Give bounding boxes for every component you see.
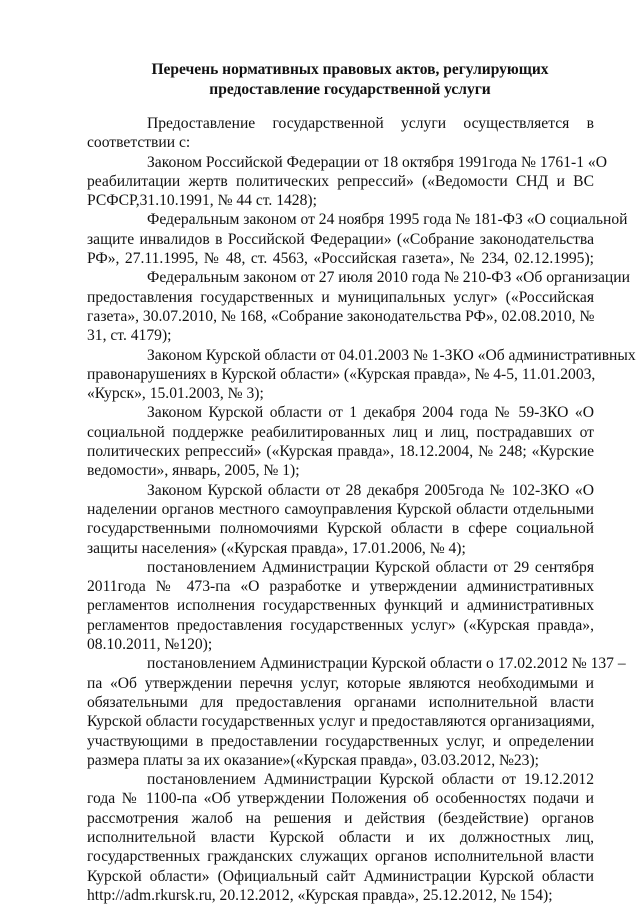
text-line: Законом Курской области от 28 декабря 2005года № 102-ЗКО «О (147, 481, 594, 499)
text-line: Курской области государственных услуг и предоставляются организациями, (87, 713, 595, 731)
text-line: Законом Российской Федерации от 18 октября 1991года № 1761-1 «О (147, 153, 607, 171)
text-line: правонарушениях в Курской области» («Курская правда», № 4-5, 11.01.2003, (87, 365, 596, 383)
text-line: постановлением Администрации Курской области о 17.02.2012 № 137 – (147, 655, 626, 673)
text-line: государственными полномочиями Курской области в сфере социальной (87, 520, 594, 538)
text-line: Курской области» (Официальный сайт Администрации Курской области (87, 867, 594, 885)
text-line: http://adm.rkursk.ru, 20.12.2012, «Курская правда», 25.12.2012, № 154); (87, 886, 553, 904)
document-title (100, 60, 600, 100)
text-line: ведомости», январь, 2005, № 1); (87, 462, 300, 480)
text-line: Законом Курской области от 04.01.2003 № 1-ЗКО «Об административных (147, 346, 636, 364)
text-line: 08.10.2011, №120); (87, 636, 213, 654)
text-line: 2011года № 473-па «О разработке и утверждении административных (87, 578, 594, 596)
text-line: Федеральным законом от 24 ноября 1995 года № 181-ФЗ «О социальной (147, 211, 628, 229)
text-line: года № 1100-па «Об утверждении Положения об особенностях подачи и (87, 790, 594, 808)
text-line: обязательными для предоставления органами исполнительной власти (87, 693, 594, 711)
text-line: реабилитации жертв политических репрессий» («Ведомости СНД и ВС (87, 172, 594, 190)
text-line: политических репрессий» («Курская правда», 18.12.2004, № 248; «Курские (87, 443, 594, 461)
text-line: па «Об утверждении перечня услуг, которые являются необходимыми и (87, 674, 594, 692)
text-line: размера платы за их оказание»(«Курская правда», 03.03.2012, №23); (87, 751, 539, 769)
text-line: исполнительной власти Курской области и их должностных лиц, (87, 828, 594, 846)
text-line: наделении органов местного самоуправления Курской области отдельными (87, 500, 594, 518)
text-line: РСФСР,31.10.1991, № 44 ст. 1428); (87, 192, 317, 210)
text-line: «Курск», 15.01.2003, № 3); (87, 385, 264, 403)
title-line-1: Перечень нормативных правовых актов, регулирующих (151, 61, 549, 78)
text-line: регламентов предоставления государственных услуг» («Курская правда», (87, 616, 594, 634)
text-line: соответствии с: (87, 134, 191, 152)
text-line: постановлением Администрации Курской области от 29 сентября (147, 558, 594, 576)
text-line: газета», 30.07.2010, № 168, «Собрание законодательства РФ», 02.08.2010, № (87, 307, 595, 325)
text-line: социальной поддержке реабилитированных лиц и лиц, пострадавших от (87, 423, 594, 441)
text-line: участвующими в предоставлении государственных услуг, и определении (87, 732, 594, 750)
text-line: защите инвалидов в Российской Федерации» («Собрание законодательства (87, 230, 594, 248)
text-line: Федеральным законом от 27 июля 2010 года № 210-ФЗ «Об организации (147, 269, 630, 287)
text-line: предоставления государственных и муниципальных услуг» («Российская (87, 288, 594, 306)
document-body (87, 114, 636, 905)
text-line: 31, ст. 4179); (87, 327, 172, 345)
text-line: постановлением Администрации Курской области от 19.12.2012 (147, 771, 594, 789)
text-line: рассмотрения жалоб на решения и действия (бездействие) органов (87, 809, 594, 827)
text-line: Предоставление государственной услуги осуществляется в (147, 115, 594, 132)
text-line: регламентов исполнения государственных функций и административных (87, 597, 594, 615)
text-line: РФ», 27.11.1995, № 48, ст. 4563, «Российская газета», № 234, 02.12.1995); (87, 250, 594, 268)
text-line: Законом Курской области от 1 декабря 2004 года № 59-ЗКО «О (147, 404, 594, 422)
title-line-2: предоставление государственной услуги (209, 81, 491, 98)
text-line: защиты населения» («Курская правда», 17.01.2006, № 4); (87, 539, 466, 557)
text-line: государственных гражданских служащих органов исполнительной власти (87, 848, 594, 866)
